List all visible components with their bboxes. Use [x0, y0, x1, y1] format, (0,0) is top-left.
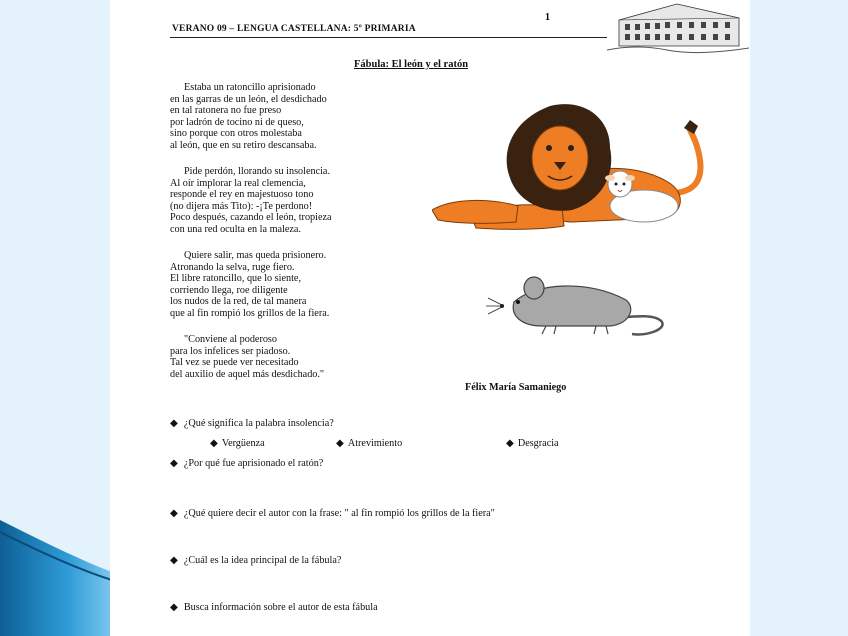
question-2 — [170, 458, 323, 469]
lion-illustration — [432, 98, 724, 246]
worksheet-header: VERANO 09 – LENGUA CASTELLANA: 5º PRIMARIA — [172, 24, 416, 34]
question-text: Busca información sobre el autor de esta fábula — [183, 602, 378, 613]
verse-line: Quiere salir, mas queda prisionero. — [184, 250, 327, 261]
bullet-diamond-icon: ◆ — [170, 508, 178, 519]
option-text: Desgracia — [517, 438, 559, 449]
stanza-1 — [170, 82, 430, 152]
stanza-4-moral — [170, 334, 430, 380]
verse-line: al león, que en su retiro descansaba. — [170, 139, 317, 151]
verse-line: "Conviene al poderoso — [184, 334, 277, 345]
question-3 — [170, 508, 495, 519]
verse-line: en las garras de un león, el desdichado — [170, 93, 327, 105]
verse-line: por ladrón de tocino ni de queso, — [170, 116, 304, 128]
fable-title: Fábula: El león y el ratón — [354, 59, 469, 70]
verse-line: sino porque con otros molestaba — [170, 128, 302, 140]
verse-line: responde el rey en majestuoso tono — [170, 189, 314, 201]
verse-line: del auxilio de aquel más desdichado." — [170, 368, 325, 380]
verse-line: corriendo llega, roe diligente — [170, 284, 288, 296]
header-rule — [170, 37, 625, 38]
verse-line: Estaba un ratoncillo aprisionado — [184, 82, 316, 93]
bullet-diamond-icon: ◆ — [506, 438, 514, 449]
verse-line: Pide perdón, llorando su insolencia. — [184, 166, 330, 177]
worksheet-page — [110, 0, 750, 636]
question-text: ¿Cuál es la idea principal de la fábula? — [183, 555, 342, 566]
verse-line: Atronando la selva, ruge fiero. — [170, 261, 295, 273]
verse-line: en tal ratonera no fue preso — [170, 105, 282, 117]
page-number: 1 — [545, 12, 550, 23]
verse-line: El libre ratoncillo, que lo siente, — [170, 273, 301, 285]
answer-option-3 — [506, 438, 559, 449]
verse-line: Al oír implorar la real clemencia, — [170, 177, 306, 189]
bullet-diamond-icon: ◆ — [210, 438, 218, 449]
stanza-2 — [170, 166, 430, 236]
verse-line: que al fin rompió los grillos de la fiera. — [170, 307, 330, 319]
question-1 — [170, 418, 334, 429]
bullet-diamond-icon: ◆ — [336, 438, 344, 449]
verse-line: con una red oculta en la maleza. — [170, 223, 301, 235]
bullet-diamond-icon: ◆ — [170, 418, 178, 429]
fable-author: Félix María Samaniego — [465, 382, 567, 393]
option-text: Atrevimiento — [347, 438, 403, 449]
question-text: ¿Por qué fue aprisionado el ratón? — [183, 458, 324, 469]
answer-option-1 — [210, 438, 265, 449]
question-text: ¿Qué quiere decir el autor con la frase: " al fin rompió los grillos de la fiera" — [183, 508, 495, 519]
verse-line: (no dijera más Tito): -¡Te perdono! — [170, 200, 313, 212]
answer-option-2 — [336, 438, 402, 449]
stanza-3 — [170, 250, 430, 320]
option-text: Vergüenza — [221, 438, 265, 449]
question-text: ¿Qué significa la palabra insolencia? — [183, 418, 334, 429]
bullet-diamond-icon: ◆ — [170, 458, 178, 469]
mouse-illustration — [486, 268, 666, 346]
bullet-diamond-icon: ◆ — [170, 602, 178, 613]
question-5 — [170, 602, 378, 613]
verse-line: Tal vez se puede ver necesitado — [170, 357, 299, 369]
verse-line: para los infelices ser piadoso. — [170, 345, 291, 357]
school-building-illustration — [607, 0, 749, 54]
question-4 — [170, 555, 341, 566]
verse-line: los nudos de la red, de tal manera — [170, 296, 307, 308]
bullet-diamond-icon: ◆ — [170, 555, 178, 566]
verse-line: Poco después, cazando el león, tropieza — [170, 212, 332, 224]
